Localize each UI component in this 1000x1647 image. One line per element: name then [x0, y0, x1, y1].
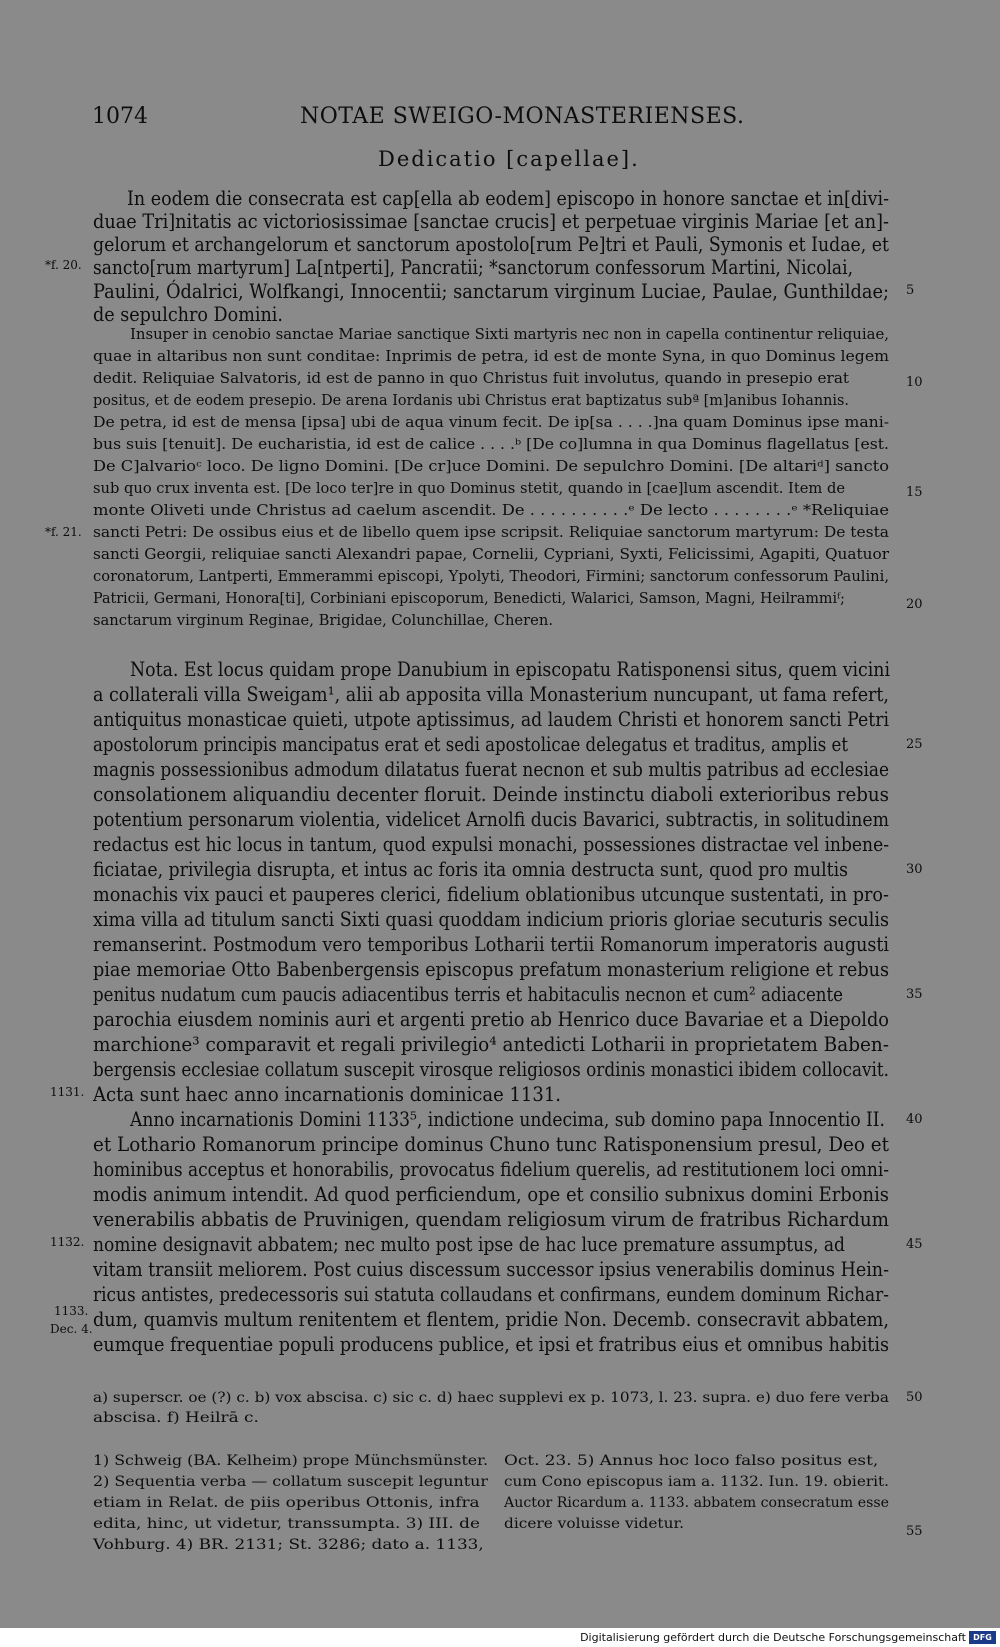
- text-line: duae Tri]nitatis ac victoriosissimae [sanctae crucis] et perpetuae virginis Mariae [et an]-: [93, 210, 889, 233]
- text-line: bergensis ecclesiae collatum suscepit virosque religiosos ordinis monastici ibidem collocavit.: [93, 1058, 889, 1081]
- text-line: magnis possessionibus admodum dilatatus fuerat necnon et sub multis patribus ad ecclesiae: [93, 758, 889, 781]
- text-line: sub quo crux inventa est. [De loco ter]re in quo Dominus stetit, quando in [cae]lum ascendit. Item de: [93, 481, 845, 497]
- apparatus-line: a) superscr. oe (?) c. b) vox abscisa. c) sic c. d) haec supplevi ex p. 1073, l. 23. supra. e) duo fere verba: [93, 1390, 889, 1406]
- text-line: bus suis [tenuit]. De eucharistia, id est de calice . . . .ᵇ [De co]lumna in qua Dominus flagellatus [est.: [93, 437, 890, 453]
- text-line: a collaterali villa Sweigam¹, alii ab apposita villa Monasterium nuncupant, ut fama refert,: [93, 683, 889, 706]
- footnote-line-right: Auctor Ricardum a. 1133. abbatem consecratum esse: [504, 1495, 889, 1511]
- text-line: parochia eiusdem nominis auri et argenti pretio ab Henrico duce Bavariae et a Diepoldo: [93, 1008, 889, 1031]
- text-line: consolationem aliquandiu decenter floruit. Deinde instinctu diaboli exterioribus rebus: [93, 783, 889, 806]
- footnote-line-left: edita, hinc, ut videtur, transsumpta. 3) III. de: [93, 1516, 480, 1532]
- credit-text: Digitalisierung gefördert durch die Deutsche Forschungsgemeinschaft: [580, 1631, 966, 1644]
- text-line: et Lothario Romanorum principe dominus Chuno tunc Ratisponensium presul, Deo et: [93, 1133, 889, 1156]
- text-line: dedit. Reliquiae Salvatoris, id est de panno in quo Christus fuit involutus, quando in presepio erat: [93, 371, 849, 387]
- apparatus-line: abscisa. f) Heilrā c.: [93, 1410, 259, 1426]
- text-line: positus, et de eodem presepio. De arena Iordanis ubi Christus erat baptizatus subª [m]anibus Iohannis.: [93, 393, 849, 409]
- text-line: sanctarum virginum Reginae, Brigidae, Colunchillae, Cheren.: [93, 613, 553, 629]
- margin-note: Dec. 4.: [50, 1322, 93, 1336]
- text-line: ricus antistes, predecessoris sui statuta collaudans et confirmans, eundem dominum Richar-: [93, 1283, 889, 1306]
- margin-note: *f. 20.: [45, 258, 82, 272]
- line-number: 25: [906, 737, 923, 752]
- text-line: De C]alvarioᶜ loco. De ligno Domini. [De cr]uce Domini. De sepulchro Domini. [De altariᵈ] sancto: [93, 459, 889, 475]
- text-line: dum, quamvis multum renitentem et flentem, pridie Non. Decemb. consecravit abbatem,: [93, 1308, 889, 1331]
- text-line: In eodem die consecrata est cap[ella ab eodem] episcopo in honore sanctae et in[divi-: [127, 187, 889, 210]
- text-line: sancti Petri: De ossibus eius et de libello quem ipse scripsit. Reliquiae sanctorum martyrum: De testa: [93, 525, 889, 541]
- text-line: monte Oliveti unde Christus ad caelum ascendit. De . . . . . . . . . .ᵉ De lecto . . . . . . . .ᵉ *Reliquiae: [93, 503, 889, 519]
- text-line: De petra, id est de mensa [ipsa] ubi de aqua vinum fecit. De ip[sa . . . .]na quam Dominus ipse mani-: [93, 415, 890, 431]
- line-number: 30: [906, 862, 923, 877]
- margin-note: 1131.: [50, 1085, 85, 1099]
- text-line: gelorum et archangelorum et sanctorum apostolo[rum Pe]tri et Pauli, Symonis et Iudae, et: [93, 233, 889, 256]
- margin-note: 1133.: [54, 1304, 89, 1318]
- text-line: apostolorum principis mancipatus erat et sedi apostolicae delegatus et traditus, amplis et: [93, 733, 848, 756]
- line-number: 5: [906, 283, 915, 298]
- text-line: sancto[rum martyrum] La[ntperti], Pancratii; *sanctorum confessorum Martini, Nicolai,: [93, 256, 853, 279]
- line-number: 10: [906, 375, 923, 390]
- text-line: potentium personarum violentia, videlicet Arnolfi ducis Bavarici, subtractis, in solitudinem: [93, 808, 889, 831]
- text-line: quae in altaribus non sunt conditae: Inprimis de petra, id est de monte Syna, in quo Dominus legem: [93, 349, 889, 365]
- text-line: marchione³ comparavit et regali privilegio⁴ antedicti Lotharii in proprietatem Baben-: [93, 1033, 889, 1056]
- text-line: eumque frequentiae populi producens publice, et ipsi et fratribus eius et omnibus habitis: [93, 1333, 889, 1356]
- text-line: antiquitus monasticae quieti, utpote aptissimus, ad laudem Christi et honorem sancti Petri: [93, 708, 889, 731]
- margin-note: *f. 21.: [45, 525, 82, 539]
- text-line: hominibus acceptus et honorabilis, provocatus fidelium querelis, ad restitutionem loci omni-: [93, 1158, 889, 1181]
- section-heading: Dedicatio [capellae].: [378, 147, 640, 171]
- page-number: 1074: [92, 104, 148, 129]
- line-number: 35: [906, 987, 923, 1002]
- text-line: Insuper in cenobio sanctae Mariae sanctique Sixti martyris nec non in capella continentur reliquiae,: [130, 327, 890, 343]
- footnote-line-right: dicere voluisse videtur.: [504, 1516, 684, 1532]
- text-line: remanserint. Postmodum vero temporibus Lotharii tertii Romanorum imperatoris augusti: [93, 933, 889, 956]
- line-number: 40: [906, 1112, 923, 1127]
- line-number: 15: [906, 485, 923, 500]
- footnote-line-left: 2) Sequentia verba — collatum suscepit leguntur: [93, 1474, 488, 1490]
- footnote-line-right: Oct. 23. 5) Annus hoc loco falso positus est,: [504, 1453, 879, 1469]
- line-number: 20: [906, 597, 923, 612]
- nota-paragraph-start: Nota. Est locus quidam prope Danubium in episcopatu Ratisponensi situs, quem vicini: [130, 658, 890, 681]
- footnote-line-left: 1) Schweig (BA. Kelheim) prope Münchsmünster.: [93, 1453, 488, 1469]
- credit-bar: [0, 1628, 1000, 1647]
- text-line: ficiatae, privilegia disrupta, et intus ac foris ita omnia destructa sunt, quod pro multis: [93, 858, 848, 881]
- text-line: monachis vix pauci et pauperes clerici, fidelium oblationibus utcunque sustentati, in pro-: [93, 883, 889, 906]
- margin-note: 1132.: [50, 1235, 85, 1249]
- text-line: coronatorum, Lantperti, Emmerammi episcopi, Ypolyti, Theodori, Firmini; sanctorum confessorum Paulini,: [93, 569, 890, 585]
- running-title: NOTAE SWEIGO-MONASTERIENSES.: [300, 104, 745, 129]
- dfg-logo: DFG: [969, 1631, 996, 1644]
- text-line: Paulini, Ódalrici, Wolfkangi, Innocentii; sanctarum virginum Luciae, Paulae, Gunthildae;: [93, 280, 889, 303]
- text-line: nomine designavit abbatem; nec multo post ipse de hac luce premature assumptus, ad: [93, 1233, 845, 1256]
- footnote-line-left: etiam in Relat. de piis operibus Ottonis, infra: [93, 1495, 480, 1511]
- text-line: redactus est hic locus in tantum, quod expulsi monachi, possessiones distractae vel inbene-: [93, 833, 889, 856]
- line-number: 45: [906, 1237, 923, 1252]
- text-line: penitus nudatum cum paucis adiacentibus terris et habitaculis necnon et cum² adiacente: [93, 983, 843, 1006]
- footnote-line-right: cum Cono episcopus iam a. 1132. Iun. 19. obierit.: [504, 1474, 889, 1490]
- line-number: 55: [906, 1524, 923, 1539]
- text-line: sancti Georgii, reliquiae sancti Alexandri papae, Cornelii, Cypriani, Syxti, Felicissimi, Agapiti, Quatuor: [93, 547, 889, 563]
- text-line: Anno incarnationis Domini 1133⁵, indictione undecima, sub domino papa Innocentio II.: [130, 1108, 885, 1131]
- text-line: Acta sunt haec anno incarnationis dominicae 1131.: [93, 1083, 561, 1106]
- line-number: 50: [906, 1390, 923, 1405]
- text-line: xima villa ad titulum sancti Sixti quasi quoddam indicium prioris gloriae secuturis seculis: [93, 908, 889, 931]
- text-line: vitam transiit meliorem. Post cuius discessum successor ipsius venerabilis dominus Hein-: [93, 1258, 889, 1281]
- footnote-line-left: Vohburg. 4) BR. 2131; St. 3286; dato a. 1133,: [93, 1537, 484, 1553]
- text-line: piae memoriae Otto Babenbergensis episcopus prefatum monasterium religione et rebus: [93, 958, 889, 981]
- text-line: de sepulchro Domini.: [93, 303, 283, 326]
- text-line: Patricii, Germani, Honora[ti], Corbiniani episcoporum, Benedicti, Walarici, Samson, Magni, Heilrammiᶠ;: [93, 591, 845, 607]
- text-line: modis animum intendit. Ad quod perficiendum, ope et consilio subnixus domini Erbonis: [93, 1183, 889, 1206]
- text-line: venerabilis abbatis de Pruvinigen, quendam religiosum virum de fratribus Richardum: [93, 1208, 889, 1231]
